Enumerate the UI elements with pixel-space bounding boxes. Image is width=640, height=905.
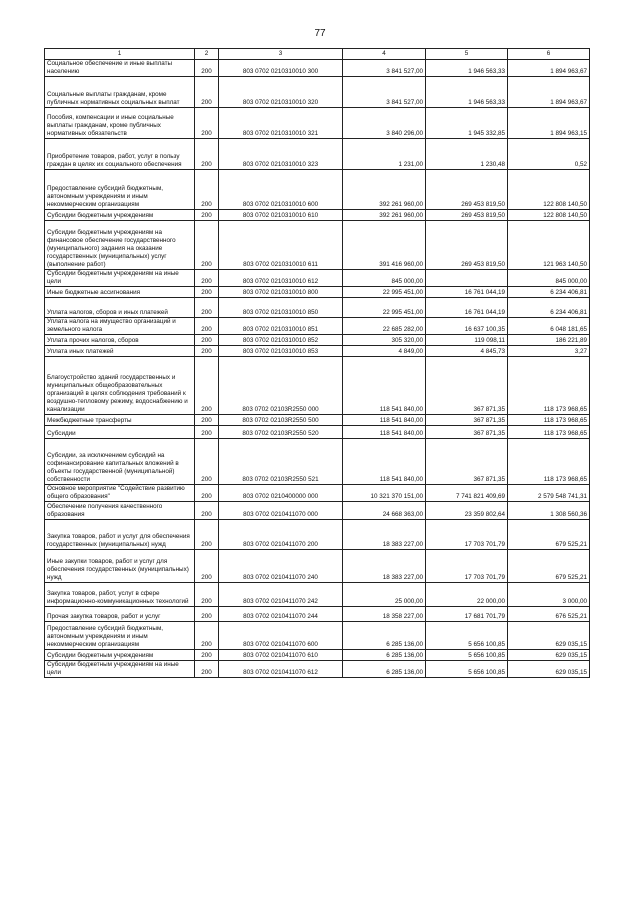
row-remaining-amount: 679 525,21 [508,550,590,583]
row-executed-amount: 5 656 100,85 [426,622,508,650]
row-executed-amount: 1 230,48 [426,139,508,170]
row-remaining-amount: 118 173 968,65 [508,439,590,485]
row-name: Иные закупки товаров, работ и услуг для обеспечения государственных (муниципальных) нужд [45,550,195,583]
row-classification-code: 803 0702 0210310010 321 [219,108,343,139]
row-approved-amount: 6 285 136,00 [343,622,426,650]
table-row [45,357,590,415]
table-row [45,298,590,318]
row-remaining-amount: 2 579 548 741,31 [508,485,590,502]
row-remaining-amount: 121 963 140,50 [508,221,590,270]
row-executed-amount: 119 098,11 [426,335,508,346]
row-classification-code: 803 0702 02103R2550 000 [219,357,343,415]
row-remaining-amount: 1 308 560,36 [508,502,590,520]
table-row [45,60,590,77]
row-classification-code: 803 0702 02103R2550 500 [219,415,343,426]
row-line-code: 200 [195,583,219,607]
table-row [45,346,590,357]
row-name: Предоставление субсидий бюджетным, автономным учреждениям и иным некоммерческим организациям [45,622,195,650]
table-row [45,415,590,426]
row-remaining-amount: 118 173 968,65 [508,357,590,415]
row-line-code: 200 [195,357,219,415]
table-row [45,650,590,661]
table-row [45,661,590,678]
row-remaining-amount: 629 035,15 [508,661,590,678]
row-executed-amount [426,270,508,287]
row-executed-amount: 17 703 701,79 [426,550,508,583]
table-header-row [45,49,590,60]
row-line-code: 200 [195,650,219,661]
row-remaining-amount: 676 525,21 [508,607,590,622]
row-line-code: 200 [195,170,219,210]
budget-table [44,48,590,678]
table-row [45,318,590,335]
table-row [45,221,590,270]
table-row [45,77,590,108]
row-line-code: 200 [195,622,219,650]
row-classification-code: 803 0702 0210310010 800 [219,287,343,298]
row-remaining-amount: 118 173 968,65 [508,415,590,426]
row-approved-amount: 25 000,00 [343,583,426,607]
row-approved-amount: 10 321 370 151,00 [343,485,426,502]
row-executed-amount: 367 871,35 [426,426,508,439]
column-header: 1 [45,49,195,60]
row-name: Закупка товаров, работ, услуг в сфере информационно-коммуникационных технологий [45,583,195,607]
row-line-code: 200 [195,520,219,550]
table-row [45,210,590,221]
row-line-code: 200 [195,485,219,502]
table-row [45,439,590,485]
row-line-code: 200 [195,426,219,439]
row-remaining-amount: 1 894 963,67 [508,60,590,77]
row-line-code: 200 [195,270,219,287]
row-approved-amount: 118 541 840,00 [343,426,426,439]
row-remaining-amount: 845 000,00 [508,270,590,287]
row-classification-code: 803 0702 0210310010 852 [219,335,343,346]
row-name: Обеспечение получения качественного образования [45,502,195,520]
row-approved-amount: 118 541 840,00 [343,357,426,415]
row-classification-code: 803 0702 0210411070 000 [219,502,343,520]
row-remaining-amount: 3 000,00 [508,583,590,607]
row-line-code: 200 [195,335,219,346]
row-line-code: 200 [195,287,219,298]
row-remaining-amount: 122 808 140,50 [508,170,590,210]
row-name: Благоустройство зданий государственных и муниципальных общеобразовательных организаций в целях соблюдения требований к воздушно-тепловому режиму, водоснабжению и канализации [45,357,195,415]
row-classification-code: 803 0702 0210411070 612 [219,661,343,678]
row-executed-amount: 1 946 563,33 [426,77,508,108]
row-approved-amount: 845 000,00 [343,270,426,287]
row-line-code: 200 [195,210,219,221]
row-name: Субсидии [45,426,195,439]
column-header: 4 [343,49,426,60]
row-classification-code: 803 0702 0210310010 610 [219,210,343,221]
row-classification-code: 803 0702 0210310010 853 [219,346,343,357]
row-executed-amount: 23 359 802,64 [426,502,508,520]
table-row [45,502,590,520]
row-name: Приобретение товаров, работ, услуг в пользу граждан в целях их социального обеспечения [45,139,195,170]
row-classification-code: 803 0702 0210400000 000 [219,485,343,502]
row-approved-amount: 118 541 840,00 [343,415,426,426]
row-line-code: 200 [195,318,219,335]
table-row [45,270,590,287]
row-remaining-amount: 629 035,15 [508,650,590,661]
table-row [45,583,590,607]
row-approved-amount: 4 849,00 [343,346,426,357]
table-row [45,139,590,170]
row-approved-amount: 22 685 282,00 [343,318,426,335]
row-classification-code: 803 0702 0210411070 600 [219,622,343,650]
row-classification-code: 803 0702 0210310010 611 [219,221,343,270]
row-name: Уплата прочих налогов, сборов [45,335,195,346]
row-remaining-amount: 186 221,89 [508,335,590,346]
row-name: Субсидии бюджетным учреждениям на иные цели [45,270,195,287]
row-line-code: 200 [195,415,219,426]
row-executed-amount: 16 761 044,19 [426,298,508,318]
row-classification-code: 803 0702 02103R2550 520 [219,426,343,439]
row-classification-code: 803 0702 0210310010 612 [219,270,343,287]
row-line-code: 200 [195,439,219,485]
row-executed-amount: 367 871,35 [426,439,508,485]
row-remaining-amount: 1 894 963,67 [508,77,590,108]
row-approved-amount: 3 841 527,00 [343,77,426,108]
row-classification-code: 803 0702 0210310010 850 [219,298,343,318]
row-name: Предоставление субсидий бюджетным, автономным учреждениям и иным некоммерческим организациям [45,170,195,210]
row-remaining-amount: 0,52 [508,139,590,170]
row-line-code: 200 [195,502,219,520]
row-remaining-amount: 6 234 406,81 [508,287,590,298]
row-executed-amount: 367 871,35 [426,357,508,415]
row-classification-code: 803 0702 0210411070 244 [219,607,343,622]
table-row [45,108,590,139]
row-classification-code: 803 0702 02103R2550 521 [219,439,343,485]
table-row [45,550,590,583]
column-header: 3 [219,49,343,60]
row-approved-amount: 22 995 451,00 [343,287,426,298]
row-name: Субсидии бюджетным учреждениям на иные цели [45,661,195,678]
row-approved-amount: 1 231,00 [343,139,426,170]
row-classification-code: 803 0702 0210310010 600 [219,170,343,210]
row-executed-amount: 4 845,73 [426,346,508,357]
table-row [45,520,590,550]
row-approved-amount: 6 285 136,00 [343,661,426,678]
row-approved-amount: 18 383 227,00 [343,550,426,583]
row-classification-code: 803 0702 0210411070 610 [219,650,343,661]
row-name: Основное мероприятие "Содействие развитию общего образования" [45,485,195,502]
page-number: 77 [314,28,326,39]
row-executed-amount: 16 761 044,19 [426,287,508,298]
row-name: Субсидии бюджетным учреждениям [45,650,195,661]
row-executed-amount: 1 946 563,33 [426,60,508,77]
row-executed-amount: 269 453 819,50 [426,221,508,270]
row-executed-amount: 367 871,35 [426,415,508,426]
row-remaining-amount: 3,27 [508,346,590,357]
row-executed-amount: 269 453 819,50 [426,210,508,221]
table-row [45,485,590,502]
row-approved-amount: 6 285 136,00 [343,650,426,661]
row-remaining-amount: 6 048 181,65 [508,318,590,335]
row-executed-amount: 5 656 100,85 [426,661,508,678]
row-remaining-amount: 629 035,15 [508,622,590,650]
row-remaining-amount: 122 808 140,50 [508,210,590,221]
row-executed-amount: 17 703 701,79 [426,520,508,550]
table-row [45,622,590,650]
row-approved-amount: 3 840 296,00 [343,108,426,139]
row-line-code: 200 [195,346,219,357]
row-name: Субсидии, за исключением субсидий на софинансирование капитальных вложений в объекты государственной (муниципальной) собственности [45,439,195,485]
row-executed-amount: 17 681 701,79 [426,607,508,622]
column-header: 6 [508,49,590,60]
row-line-code: 200 [195,60,219,77]
row-classification-code: 803 0702 0210310010 320 [219,77,343,108]
table-row [45,607,590,622]
table-row [45,287,590,298]
row-executed-amount: 22 000,00 [426,583,508,607]
row-line-code: 200 [195,77,219,108]
row-name: Субсидии бюджетным учреждениям на финансовое обеспечение государственного (муниципального) задания на оказание государственных (муниципальных) услуг (выполнение работ) [45,221,195,270]
row-approved-amount: 24 668 363,00 [343,502,426,520]
row-executed-amount: 1 945 332,85 [426,108,508,139]
row-name: Уплата налога на имущество организаций и земельного налога [45,318,195,335]
row-remaining-amount: 1 894 963,15 [508,108,590,139]
row-approved-amount: 3 841 527,00 [343,60,426,77]
row-classification-code: 803 0702 0210411070 242 [219,583,343,607]
row-line-code: 200 [195,550,219,583]
row-approved-amount: 118 541 840,00 [343,439,426,485]
row-line-code: 200 [195,139,219,170]
row-line-code: 200 [195,108,219,139]
row-approved-amount: 18 383 227,00 [343,520,426,550]
row-remaining-amount: 679 525,21 [508,520,590,550]
row-executed-amount: 16 637 100,35 [426,318,508,335]
row-name: Межбюджетные трансферты [45,415,195,426]
row-name: Социальные выплаты гражданам, кроме публичных нормативных социальных выплат [45,77,195,108]
table-row [45,426,590,439]
table-body [45,60,590,678]
row-name: Иные бюджетные ассигнования [45,287,195,298]
column-header: 2 [195,49,219,60]
row-classification-code: 803 0702 0210310010 323 [219,139,343,170]
row-name: Прочая закупка товаров, работ и услуг [45,607,195,622]
row-approved-amount: 22 995 451,00 [343,298,426,318]
row-line-code: 200 [195,661,219,678]
row-name: Уплата налогов, сборов и иных платежей [45,298,195,318]
row-name: Закупка товаров, работ и услуг для обеспечения государственных (муниципальных) нужд [45,520,195,550]
row-remaining-amount: 6 234 406,81 [508,298,590,318]
row-approved-amount: 305 320,00 [343,335,426,346]
row-remaining-amount: 118 173 968,65 [508,426,590,439]
row-line-code: 200 [195,221,219,270]
row-line-code: 200 [195,298,219,318]
row-name: Социальное обеспечение и иные выплаты населению [45,60,195,77]
table-row [45,170,590,210]
row-executed-amount: 7 741 821 409,69 [426,485,508,502]
row-name: Субсидии бюджетным учреждениям [45,210,195,221]
row-executed-amount: 269 453 819,50 [426,170,508,210]
row-classification-code: 803 0702 0210411070 240 [219,550,343,583]
column-header: 5 [426,49,508,60]
row-line-code: 200 [195,607,219,622]
row-name: Уплата иных платежей [45,346,195,357]
row-executed-amount: 5 656 100,85 [426,650,508,661]
row-approved-amount: 392 261 960,00 [343,210,426,221]
row-classification-code: 803 0702 0210411070 200 [219,520,343,550]
row-approved-amount: 392 261 960,00 [343,170,426,210]
row-approved-amount: 391 416 960,00 [343,221,426,270]
row-classification-code: 803 0702 0210310010 851 [219,318,343,335]
row-approved-amount: 18 358 227,00 [343,607,426,622]
table-row [45,335,590,346]
row-classification-code: 803 0702 0210310010 300 [219,60,343,77]
row-name: Пособия, компенсации и иные социальные выплаты гражданам, кроме публичных нормативных обязательств [45,108,195,139]
